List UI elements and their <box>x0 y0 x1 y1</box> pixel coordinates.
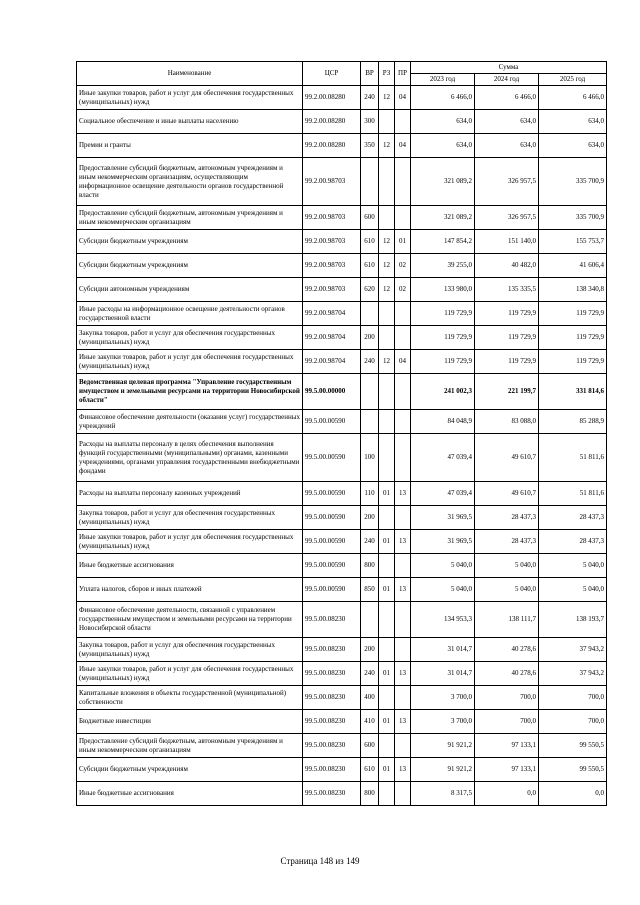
row-csr: 99.5.00.08230 <box>303 638 361 662</box>
row-pr <box>395 326 411 350</box>
row-amount-2025: 138 340,8 <box>539 278 607 302</box>
row-amount-2025: 700,0 <box>539 686 607 710</box>
row-vr: 200 <box>361 506 379 530</box>
row-vr: 350 <box>361 134 379 158</box>
row-vr: 600 <box>361 734 379 758</box>
row-amount-2023: 119 729,9 <box>411 302 475 326</box>
row-amount-2025: 5 040,0 <box>539 554 607 578</box>
row-vr: 110 <box>361 482 379 506</box>
table-row <box>77 110 607 134</box>
row-amount-2023: 3 700,0 <box>411 710 475 734</box>
row-rz: 01 <box>379 758 395 782</box>
table-row <box>77 734 607 758</box>
row-vr: 800 <box>361 554 379 578</box>
row-amount-2023: 634,0 <box>411 134 475 158</box>
row-name: Иные закупки товаров, работ и услуг для обеспечения государственных (муниципальных) нужд <box>77 662 303 686</box>
row-rz <box>379 110 395 134</box>
row-rz <box>379 506 395 530</box>
row-vr: 240 <box>361 350 379 374</box>
row-amount-2025: 155 753,7 <box>539 230 607 254</box>
table-row <box>77 134 607 158</box>
row-amount-2025: 119 729,9 <box>539 326 607 350</box>
row-name: Иные закупки товаров, работ и услуг для обеспечения государственных (муниципальных) нужд <box>77 530 303 554</box>
row-name: Премии и гранты <box>77 134 303 158</box>
row-name: Закупка товаров, работ и услуг для обеспечения государственных (муниципальных) нужд <box>77 638 303 662</box>
row-pr <box>395 110 411 134</box>
row-amount-2024: 0,0 <box>475 782 539 806</box>
row-amount-2025: 331 814,6 <box>539 374 607 410</box>
row-rz: 12 <box>379 134 395 158</box>
row-amount-2025: 335 700,9 <box>539 158 607 206</box>
row-amount-2023: 84 048,9 <box>411 410 475 434</box>
row-amount-2025: 41 606,4 <box>539 254 607 278</box>
table-row <box>77 638 607 662</box>
row-amount-2023: 241 002,3 <box>411 374 475 410</box>
row-csr: 99.2.00.98703 <box>303 206 361 230</box>
row-rz: 12 <box>379 350 395 374</box>
row-vr <box>361 158 379 206</box>
row-amount-2023: 47 039,4 <box>411 482 475 506</box>
row-amount-2023: 321 089,2 <box>411 158 475 206</box>
row-vr: 240 <box>361 86 379 110</box>
table-row <box>77 482 607 506</box>
row-pr: 13 <box>395 578 411 602</box>
row-name: Субсидии бюджетным учреждениям <box>77 254 303 278</box>
row-name: Субсидии бюджетным учреждениям <box>77 230 303 254</box>
row-pr: 01 <box>395 230 411 254</box>
row-amount-2025: 51 811,6 <box>539 434 607 482</box>
row-csr: 99.5.00.00590 <box>303 410 361 434</box>
row-rz <box>379 374 395 410</box>
row-name: Субсидии автономным учреждениям <box>77 278 303 302</box>
row-amount-2023: 31 969,5 <box>411 506 475 530</box>
row-csr: 99.2.00.98703 <box>303 254 361 278</box>
row-name: Закупка товаров, работ и услуг для обеспечения государственных (муниципальных) нужд <box>77 326 303 350</box>
row-pr: 13 <box>395 530 411 554</box>
row-csr: 99.2.00.08280 <box>303 86 361 110</box>
row-pr: 04 <box>395 86 411 110</box>
row-csr: 99.5.00.00590 <box>303 530 361 554</box>
row-rz: 01 <box>379 662 395 686</box>
row-amount-2023: 31 014,7 <box>411 662 475 686</box>
row-amount-2024: 135 335,5 <box>475 278 539 302</box>
row-pr <box>395 434 411 482</box>
header-csr: ЦСР <box>303 62 361 86</box>
row-rz: 12 <box>379 278 395 302</box>
header-name: Наименование <box>77 62 303 86</box>
row-rz <box>379 782 395 806</box>
row-rz <box>379 638 395 662</box>
row-amount-2025: 700,0 <box>539 710 607 734</box>
row-csr: 99.2.00.98704 <box>303 350 361 374</box>
row-pr: 04 <box>395 350 411 374</box>
row-amount-2023: 119 729,9 <box>411 326 475 350</box>
row-amount-2024: 119 729,9 <box>475 350 539 374</box>
row-amount-2024: 700,0 <box>475 710 539 734</box>
row-amount-2024: 49 610,7 <box>475 482 539 506</box>
row-amount-2024: 28 437,3 <box>475 530 539 554</box>
row-vr <box>361 602 379 638</box>
row-amount-2024: 6 466,0 <box>475 86 539 110</box>
row-amount-2023: 31 969,5 <box>411 530 475 554</box>
row-pr <box>395 638 411 662</box>
row-amount-2024: 119 729,9 <box>475 326 539 350</box>
row-name: Бюджетные инвестиции <box>77 710 303 734</box>
row-rz <box>379 302 395 326</box>
row-amount-2023: 3 700,0 <box>411 686 475 710</box>
row-name: Предоставление субсидий бюджетным, автономным учреждениям и иным некоммерческим организациям, осуществляющим информационное освещение деятельности органов государственной власти <box>77 158 303 206</box>
table-row <box>77 554 607 578</box>
row-amount-2024: 5 040,0 <box>475 554 539 578</box>
row-pr <box>395 206 411 230</box>
header-year-2024: 2024 год <box>475 74 539 86</box>
table-row <box>77 86 607 110</box>
row-vr: 600 <box>361 206 379 230</box>
row-vr: 200 <box>361 638 379 662</box>
row-csr: 99.2.00.98704 <box>303 326 361 350</box>
row-rz <box>379 686 395 710</box>
row-csr: 99.2.00.98703 <box>303 230 361 254</box>
row-csr: 99.2.00.98703 <box>303 158 361 206</box>
row-vr: 620 <box>361 278 379 302</box>
row-amount-2024: 83 088,0 <box>475 410 539 434</box>
row-pr <box>395 158 411 206</box>
table-row <box>77 374 607 410</box>
row-amount-2024: 28 437,3 <box>475 506 539 530</box>
row-pr: 13 <box>395 482 411 506</box>
row-name: Уплата налогов, сборов и иных платежей <box>77 578 303 602</box>
row-vr: 610 <box>361 230 379 254</box>
row-rz <box>379 206 395 230</box>
row-vr: 240 <box>361 662 379 686</box>
table-body <box>77 86 607 806</box>
row-amount-2024: 40 482,0 <box>475 254 539 278</box>
row-vr <box>361 374 379 410</box>
row-vr: 800 <box>361 782 379 806</box>
row-amount-2025: 6 466,0 <box>539 86 607 110</box>
row-csr: 99.5.00.00590 <box>303 434 361 482</box>
row-vr: 240 <box>361 530 379 554</box>
row-vr: 410 <box>361 710 379 734</box>
row-pr <box>395 410 411 434</box>
row-amount-2025: 119 729,9 <box>539 350 607 374</box>
row-amount-2023: 147 854,2 <box>411 230 475 254</box>
page-footer: Страница 148 из 149 <box>280 856 360 866</box>
row-amount-2023: 5 040,0 <box>411 578 475 602</box>
row-name: Социальное обеспечение и иные выплаты населению <box>77 110 303 134</box>
table-row <box>77 326 607 350</box>
row-vr <box>361 302 379 326</box>
row-amount-2025: 28 437,3 <box>539 506 607 530</box>
row-csr: 99.5.00.08230 <box>303 782 361 806</box>
row-amount-2025: 634,0 <box>539 110 607 134</box>
row-amount-2024: 5 040,0 <box>475 578 539 602</box>
row-name: Финансовое обеспечение деятельности (оказания услуг) государственных учреждений <box>77 410 303 434</box>
row-pr <box>395 302 411 326</box>
row-rz <box>379 410 395 434</box>
row-name: Закупка товаров, работ и услуг для обеспечения государственных (муниципальных) нужд <box>77 506 303 530</box>
row-name: Иные бюджетные ассигнования <box>77 782 303 806</box>
row-rz: 12 <box>379 230 395 254</box>
row-pr: 04 <box>395 134 411 158</box>
row-csr: 99.5.00.08230 <box>303 734 361 758</box>
row-csr: 99.5.00.08230 <box>303 758 361 782</box>
row-rz: 01 <box>379 482 395 506</box>
row-amount-2024: 49 610,7 <box>475 434 539 482</box>
row-vr: 100 <box>361 434 379 482</box>
table-row <box>77 578 607 602</box>
row-pr: 13 <box>395 758 411 782</box>
row-csr: 99.5.00.08230 <box>303 662 361 686</box>
row-name: Субсидии бюджетным учреждениям <box>77 758 303 782</box>
row-name: Предоставление субсидий бюджетным, автономным учреждениям и иным некоммерческим организациям <box>77 734 303 758</box>
row-amount-2025: 85 288,9 <box>539 410 607 434</box>
row-pr: 13 <box>395 710 411 734</box>
header-rz: РЗ <box>379 62 395 86</box>
table-row <box>77 710 607 734</box>
table-row <box>77 782 607 806</box>
row-vr: 400 <box>361 686 379 710</box>
table-row <box>77 686 607 710</box>
row-amount-2023: 6 466,0 <box>411 86 475 110</box>
table-row <box>77 662 607 686</box>
row-csr: 99.5.00.00590 <box>303 482 361 506</box>
row-amount-2025: 37 943,2 <box>539 662 607 686</box>
row-pr <box>395 506 411 530</box>
table-row <box>77 230 607 254</box>
row-csr: 99.2.00.98704 <box>303 302 361 326</box>
row-csr: 99.2.00.08280 <box>303 134 361 158</box>
row-name: Финансовое обеспечение деятельности, связанной с управлением государственным имуществом и земельными ресурсами на территории Новосибирской области <box>77 602 303 638</box>
row-name: Капитальные вложения в объекты государственной (муниципальной) собственности <box>77 686 303 710</box>
row-amount-2023: 321 089,2 <box>411 206 475 230</box>
row-name: Ведомственная целевая программа "Управление государственным имуществом и земельными ресурсами на территории Новосибирской области" <box>77 374 303 410</box>
row-name: Расходы на выплаты персоналу в целях обеспечения выполнения функций государственными (муниципальными) органами, казенными учреждениями, органами управления государственными внебюджетными фондами <box>77 434 303 482</box>
row-amount-2025: 99 550,5 <box>539 734 607 758</box>
row-name: Иные бюджетные ассигнования <box>77 554 303 578</box>
row-csr: 99.2.00.08280 <box>303 110 361 134</box>
row-rz: 01 <box>379 530 395 554</box>
row-amount-2024: 97 133,1 <box>475 758 539 782</box>
table-row <box>77 530 607 554</box>
row-rz: 12 <box>379 86 395 110</box>
table-row <box>77 278 607 302</box>
row-amount-2024: 221 199,7 <box>475 374 539 410</box>
row-amount-2024: 634,0 <box>475 110 539 134</box>
row-amount-2024: 40 278,6 <box>475 662 539 686</box>
row-amount-2025: 37 943,2 <box>539 638 607 662</box>
row-amount-2023: 39 255,0 <box>411 254 475 278</box>
row-csr: 99.5.00.00000 <box>303 374 361 410</box>
row-amount-2025: 5 040,0 <box>539 578 607 602</box>
header-pr: ПР <box>395 62 411 86</box>
row-amount-2023: 91 921,2 <box>411 758 475 782</box>
row-pr <box>395 554 411 578</box>
row-vr: 850 <box>361 578 379 602</box>
row-rz <box>379 326 395 350</box>
row-amount-2025: 138 193,7 <box>539 602 607 638</box>
row-amount-2023: 134 953,3 <box>411 602 475 638</box>
row-pr <box>395 374 411 410</box>
table-row <box>77 434 607 482</box>
table-row <box>77 350 607 374</box>
table-row <box>77 206 607 230</box>
header-year-2023: 2023 год <box>411 74 475 86</box>
row-rz <box>379 734 395 758</box>
row-rz: 12 <box>379 254 395 278</box>
table-row <box>77 302 607 326</box>
row-amount-2025: 634,0 <box>539 134 607 158</box>
row-pr <box>395 734 411 758</box>
row-vr: 610 <box>361 758 379 782</box>
row-amount-2024: 326 957,5 <box>475 158 539 206</box>
table-row <box>77 758 607 782</box>
row-name: Иные расходы на информационное освещение деятельности органов государственной власти <box>77 302 303 326</box>
row-rz <box>379 602 395 638</box>
row-amount-2025: 28 437,3 <box>539 530 607 554</box>
row-csr: 99.5.00.08230 <box>303 710 361 734</box>
row-name: Расходы на выплаты персоналу казенных учреждений <box>77 482 303 506</box>
row-pr <box>395 686 411 710</box>
row-rz <box>379 158 395 206</box>
row-amount-2025: 119 729,9 <box>539 302 607 326</box>
row-csr: 99.5.00.00590 <box>303 554 361 578</box>
row-amount-2024: 151 140,0 <box>475 230 539 254</box>
row-vr <box>361 410 379 434</box>
row-amount-2024: 326 957,5 <box>475 206 539 230</box>
row-amount-2023: 119 729,9 <box>411 350 475 374</box>
row-name: Предоставление субсидий бюджетным, автономным учреждениям и иным некоммерческим организациям <box>77 206 303 230</box>
row-rz: 01 <box>379 578 395 602</box>
row-amount-2024: 634,0 <box>475 134 539 158</box>
row-amount-2025: 51 811,6 <box>539 482 607 506</box>
row-pr: 02 <box>395 254 411 278</box>
row-amount-2023: 634,0 <box>411 110 475 134</box>
row-amount-2023: 91 921,2 <box>411 734 475 758</box>
row-csr: 99.5.00.08230 <box>303 602 361 638</box>
table-row <box>77 410 607 434</box>
row-pr <box>395 782 411 806</box>
budget-table <box>76 61 607 806</box>
header-vr: ВР <box>361 62 379 86</box>
header-year-2025: 2025 год <box>539 74 607 86</box>
row-vr: 200 <box>361 326 379 350</box>
table-row <box>77 158 607 206</box>
row-vr: 300 <box>361 110 379 134</box>
row-amount-2024: 97 133,1 <box>475 734 539 758</box>
row-amount-2023: 8 317,5 <box>411 782 475 806</box>
table-row <box>77 602 607 638</box>
table-row <box>77 506 607 530</box>
row-amount-2024: 138 111,7 <box>475 602 539 638</box>
row-pr: 13 <box>395 662 411 686</box>
row-amount-2024: 700,0 <box>475 686 539 710</box>
row-amount-2023: 5 040,0 <box>411 554 475 578</box>
row-amount-2025: 335 700,9 <box>539 206 607 230</box>
row-csr: 99.5.00.00590 <box>303 578 361 602</box>
row-amount-2023: 31 014,7 <box>411 638 475 662</box>
row-amount-2024: 119 729,9 <box>475 302 539 326</box>
row-amount-2023: 133 980,0 <box>411 278 475 302</box>
row-rz: 01 <box>379 710 395 734</box>
row-csr: 99.2.00.98703 <box>303 278 361 302</box>
table-row <box>77 254 607 278</box>
row-csr: 99.5.00.08230 <box>303 686 361 710</box>
row-csr: 99.5.00.00590 <box>303 506 361 530</box>
row-pr: 02 <box>395 278 411 302</box>
row-rz <box>379 434 395 482</box>
row-amount-2025: 0,0 <box>539 782 607 806</box>
row-name: Иные закупки товаров, работ и услуг для обеспечения государственных (муниципальных) нужд <box>77 86 303 110</box>
row-amount-2024: 40 278,6 <box>475 638 539 662</box>
row-pr <box>395 602 411 638</box>
row-name: Иные закупки товаров, работ и услуг для обеспечения государственных (муниципальных) нужд <box>77 350 303 374</box>
row-vr: 610 <box>361 254 379 278</box>
row-amount-2023: 47 039,4 <box>411 434 475 482</box>
header-sum: Сумма <box>411 62 607 74</box>
row-amount-2025: 99 550,5 <box>539 758 607 782</box>
row-rz <box>379 554 395 578</box>
